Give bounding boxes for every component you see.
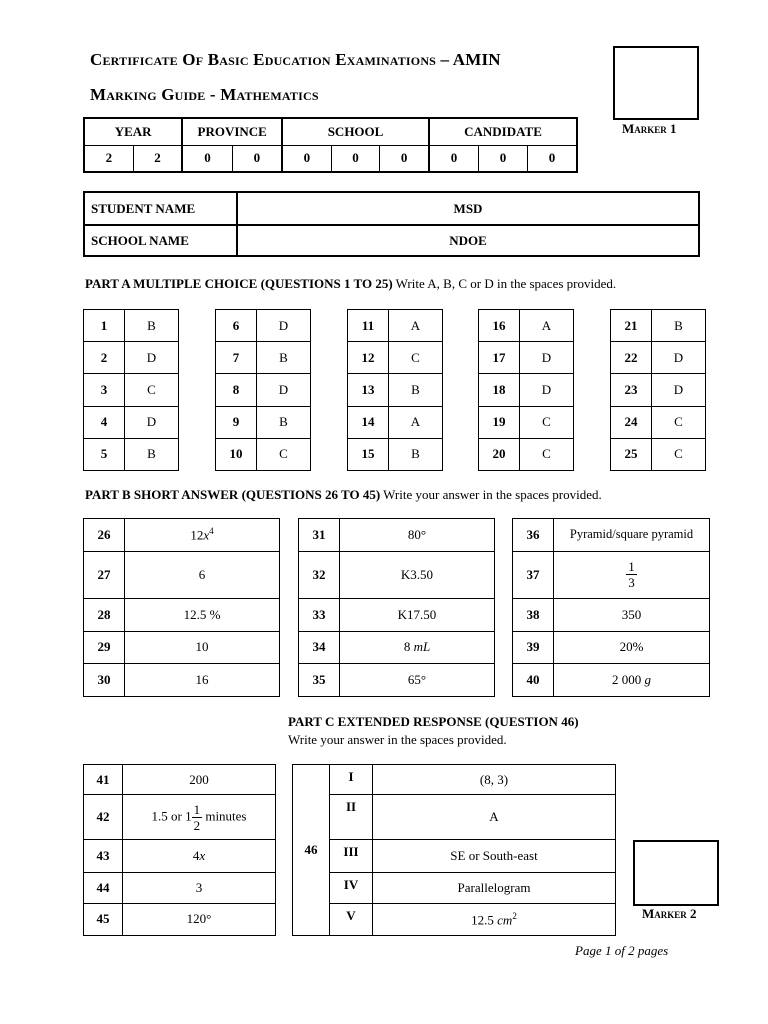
marker-1-label: Marker 1	[622, 121, 677, 136]
answer: D	[652, 342, 706, 374]
school-name-label: SCHOOL NAME	[84, 225, 237, 256]
id-digit: 0	[527, 145, 577, 172]
school-header: SCHOOL	[282, 118, 429, 145]
question-number: 6	[216, 310, 257, 342]
answer-exponent: 2	[512, 910, 517, 921]
answer: 16	[125, 664, 280, 697]
answer: B	[389, 438, 443, 470]
answer: K17.50	[340, 598, 495, 631]
answer: C	[257, 438, 311, 470]
answer-q40	[554, 664, 710, 697]
part-a-instruction: Write A, B, C or D in the spaces provided.	[392, 276, 617, 291]
question-number: 33	[299, 598, 340, 631]
question-number: 35	[299, 664, 340, 697]
question-number: 3	[84, 374, 125, 406]
question-number: 13	[348, 374, 389, 406]
answer-value: 12.5	[471, 912, 498, 928]
question-number: 37	[513, 551, 554, 598]
fraction	[626, 560, 637, 589]
answer: Pyramid/square pyramid	[554, 519, 710, 552]
answer: 350	[554, 598, 710, 631]
id-table	[83, 117, 578, 173]
answer: D	[257, 310, 311, 342]
guide-subtitle: Marking Guide - Mathematics	[90, 85, 319, 104]
question-number: 24	[611, 406, 652, 438]
id-digit: 0	[478, 145, 527, 172]
fraction-numerator: 1	[628, 559, 635, 575]
question-number: 45	[84, 903, 123, 935]
question-number: 9	[216, 406, 257, 438]
answer-suffix: minutes	[202, 808, 247, 824]
answer: A	[389, 406, 443, 438]
question-number: 23	[611, 374, 652, 406]
question-number: 19	[479, 406, 520, 438]
question-number: 27	[84, 551, 125, 598]
answer: D	[652, 374, 706, 406]
question-number: 44	[84, 872, 123, 903]
question-number: 46	[293, 765, 330, 936]
question-number: 36	[513, 519, 554, 552]
short-answer-group-1	[83, 518, 280, 697]
mc-group-3	[347, 309, 443, 471]
answer-base: 12	[190, 527, 204, 543]
answer: B	[389, 374, 443, 406]
part-label: III	[330, 840, 373, 872]
question-number: 8	[216, 374, 257, 406]
question-number: 14	[348, 406, 389, 438]
student-info-table	[83, 191, 700, 257]
answer-exponent: 4	[209, 526, 214, 537]
mc-group-4	[478, 309, 574, 471]
question-number: 12	[348, 342, 389, 374]
answer: C	[652, 406, 706, 438]
answer-value: 2 000	[612, 672, 645, 688]
answer-q43	[123, 840, 276, 872]
short-answer-group-3	[512, 518, 710, 697]
answer: C	[652, 438, 706, 470]
marker-2-label: Marker 2	[642, 906, 697, 921]
id-digit: 0	[232, 145, 282, 172]
answer: A	[520, 310, 574, 342]
answer-value: 8	[403, 639, 414, 655]
answer: 6	[125, 551, 280, 598]
answer-unit: cm	[497, 912, 513, 928]
answer: D	[520, 374, 574, 406]
marker-2-box	[633, 840, 719, 906]
answer: SE or South-east	[373, 840, 616, 872]
answer-variable: x	[199, 848, 206, 864]
answer: (8, 3)	[373, 765, 616, 795]
part-label: IV	[330, 872, 373, 903]
part-b-heading	[85, 487, 602, 503]
answer: B	[652, 310, 706, 342]
answer: 200	[123, 765, 276, 795]
id-digit: 0	[429, 145, 478, 172]
answer: 80°	[340, 519, 495, 552]
answer: 65°	[340, 664, 495, 697]
exam-title: Certificate Of Basic Education Examinations – AMIN	[90, 50, 501, 69]
answer: 10	[125, 631, 280, 664]
answer: A	[389, 310, 443, 342]
question-number: 39	[513, 631, 554, 664]
question-number: 40	[513, 664, 554, 697]
part-a-title: PART A MULTIPLE CHOICE (QUESTIONS 1 TO 25)	[85, 276, 393, 291]
question-number: 30	[84, 664, 125, 697]
question-number: 26	[84, 519, 125, 552]
answer: 20%	[554, 631, 710, 664]
question-number: 1	[84, 310, 125, 342]
fraction-denominator: 2	[193, 817, 201, 833]
short-answer-group-4	[83, 764, 276, 936]
answer-q34	[340, 631, 495, 664]
answer: K3.50	[340, 551, 495, 598]
answer: D	[520, 342, 574, 374]
part-label: I	[330, 765, 373, 795]
question-number: 34	[299, 631, 340, 664]
answer: C	[520, 438, 574, 470]
mc-group-2	[215, 309, 311, 471]
answer-unit: g	[644, 672, 651, 688]
answer: C	[389, 342, 443, 374]
fraction-denominator: 3	[628, 575, 635, 591]
short-answer-group-2	[298, 518, 495, 697]
question-number: 38	[513, 598, 554, 631]
id-digit: 2	[133, 145, 182, 172]
question-number: 22	[611, 342, 652, 374]
part-a-heading	[85, 276, 616, 292]
answer-unit: mL	[413, 639, 431, 655]
answer: B	[257, 342, 311, 374]
id-digit: 0	[380, 145, 429, 172]
answer: C	[520, 406, 574, 438]
fraction	[192, 803, 203, 832]
question-number: 5	[84, 438, 125, 470]
answer-value: 4	[192, 848, 200, 864]
question-number: 11	[348, 310, 389, 342]
question-number: 32	[299, 551, 340, 598]
question-number: 18	[479, 374, 520, 406]
answer: 12.5 %	[125, 598, 280, 631]
school-name-value: NDOE	[237, 225, 699, 256]
fraction-numerator: 1	[193, 801, 201, 817]
part-b-title: PART B SHORT ANSWER (QUESTIONS 26 TO 45)	[85, 487, 381, 502]
id-digit: 2	[84, 145, 133, 172]
question-number: 16	[479, 310, 520, 342]
answer: B	[257, 406, 311, 438]
mc-group-5	[610, 309, 706, 471]
student-name-value: MSD	[237, 192, 699, 225]
student-name-label: STUDENT NAME	[84, 192, 237, 225]
year-header: YEAR	[84, 118, 182, 145]
page-number: Page 1 of 2 pages	[575, 943, 669, 958]
answer-q46-v	[373, 903, 616, 935]
question-number: 41	[84, 765, 123, 795]
part-c-title: PART C EXTENDED RESPONSE (QUESTION 46)	[288, 714, 579, 729]
mc-group-1	[83, 309, 179, 471]
part-c-instruction: Write your answer in the spaces provided.	[288, 732, 507, 747]
province-header: PROVINCE	[182, 118, 282, 145]
question-number: 20	[479, 438, 520, 470]
question-number: 42	[84, 795, 123, 840]
question-number: 28	[84, 598, 125, 631]
question-number: 21	[611, 310, 652, 342]
answer: D	[125, 342, 179, 374]
answer-variable: x	[203, 527, 210, 543]
question-number: 4	[84, 406, 125, 438]
id-digit: 0	[182, 145, 232, 172]
answer: C	[125, 374, 179, 406]
marker-1-box	[613, 46, 699, 120]
question-number: 7	[216, 342, 257, 374]
answer-prefix: 1.5 or 1	[151, 808, 192, 824]
id-digit: 0	[331, 145, 380, 172]
question-number: 25	[611, 438, 652, 470]
answer: 3	[123, 872, 276, 903]
answer: B	[125, 438, 179, 470]
question-number: 10	[216, 438, 257, 470]
question-number: 17	[479, 342, 520, 374]
part-label: II	[330, 795, 373, 840]
part-b-instruction: Write your answer in the spaces provided.	[380, 487, 602, 502]
question-number: 2	[84, 342, 125, 374]
answer: D	[257, 374, 311, 406]
candidate-header: CANDIDATE	[429, 118, 577, 145]
extended-response-table	[292, 764, 616, 936]
id-digit: 0	[282, 145, 331, 172]
answer-q37	[554, 551, 710, 598]
answer: D	[125, 406, 179, 438]
answer-q26	[125, 519, 280, 552]
question-number: 31	[299, 519, 340, 552]
question-number: 43	[84, 840, 123, 872]
answer: 120°	[123, 903, 276, 935]
answer-q42	[123, 795, 276, 840]
answer: A	[373, 795, 616, 840]
question-number: 29	[84, 631, 125, 664]
answer: Parallelogram	[373, 872, 616, 903]
answer: B	[125, 310, 179, 342]
question-number: 15	[348, 438, 389, 470]
part-label: V	[330, 903, 373, 935]
